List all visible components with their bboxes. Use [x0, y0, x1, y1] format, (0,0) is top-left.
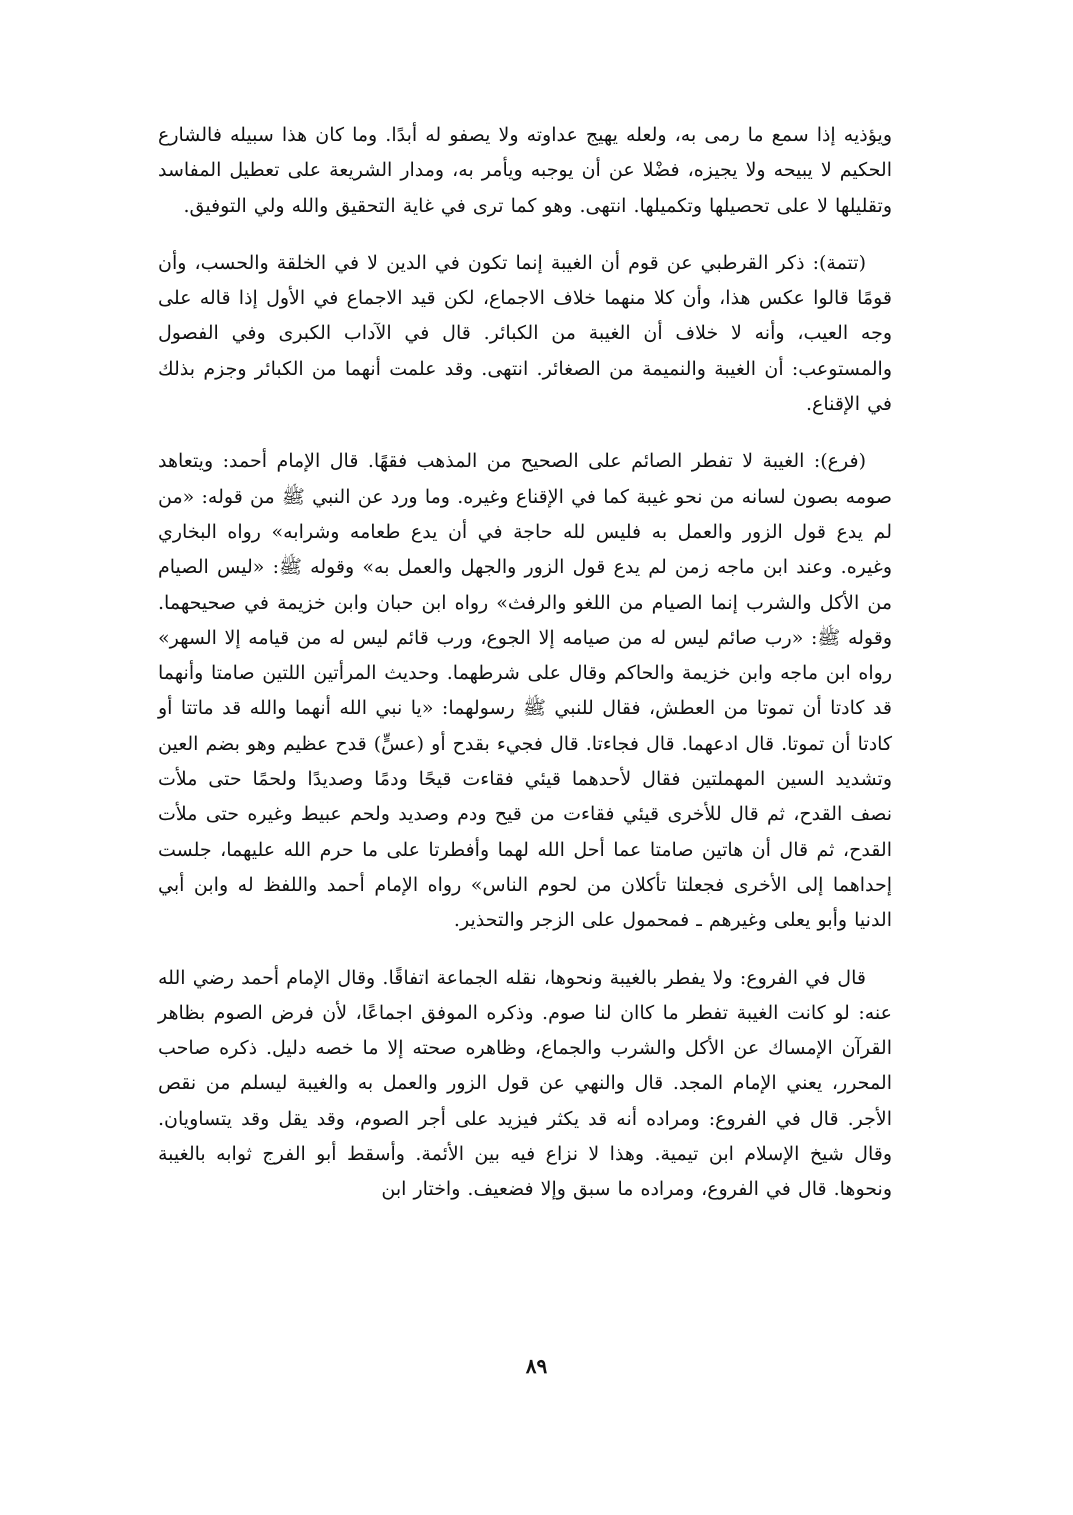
paragraph-3-far: (فرع): الغيبة لا تفطر الصائم على الصحيح من المذهب فقهًا. قال الإمام أحمد: ويتعاهد صومه بصون لسانه من نحو غيبة كما في الإقناع وغيره. وما ورد عن النبي ﷺ من قوله: «من لم يدع قول الزور والعمل به فليس لله حاجة في أن يدع طعامه وشرابه» رواه البخاري وغيره. وعند ابن ماجه زمن لم يدع قول الزور والجهل والعمل به» وقوله ﷺ: «ليس الصيام من الأكل والشرب إنما الصيام من اللغو والرفث» رواه ابن حبان وابن خزيمة في صحيحهما. وقوله ﷺ: «رب صائم ليس له من صيامه إلا الجوع، ورب قائم ليس له من قيامه إلا السهر» رواه ابن ماجه وابن خزيمة والحاكم وقال على شرطهما. وحديث المرأتين اللتين صامتا وأنهما قد كادتا أن تموتا من العطش، فقال للنبي ﷺ رسولهما: «يا نبي الله أنهما والله قد ماتتا أو كادتا أن تموتا. قال ادعهما. قال فجاءتا. قال فجيء بقدح أو (عسٍّ) قدح عظيم وهو بضم العين وتشديد السين المهملتين فقال لأحدهما قيئي فقاءت قيحًا ودمًا وصديدًا ولحمًا حتى ملأت نصف القدح، ثم قال للأخرى قيئي فقاءت من قيح ودم وصديد ولحم عبيط وغيره حتى ملأت القدح، ثم قال أن هاتين صامتا عما أحل الله لهما وأفطرتا على ما حرم الله عليهما، جلست إحداهما إلى الأخرى فجعلتا تأكلان من لحوم الناس» رواه الإمام أحمد واللفظ له وابن أبي الدنيا وأبو يعلى وغيرهم ـ فمحمول على الزجر والتحذير. [158, 450, 892, 932]
paragraph-1: ويؤذيه إذا سمع ما رمى به، ولعله يهيج عداوته ولا يصفو له أبدًا. وما كان هذا سبيله فالشارع الحكيم لا يبيحه ولا يجيزه، فضْلا عن أن يوجبه ويأمر به، ومدار الشريعة على تعطيل المفاسد وتقليلها لا على تحصيلها وتكميلها. انتهى. وهو كما ترى في غاية التحقيق والله ولي التوفيق. [158, 124, 892, 217]
page-number: ٨٩ [525, 1354, 548, 1378]
paragraph-2-tatimma: (تتمة): ذكر القرطبي عن قوم أن الغيبة إنما تكون في الدين لا في الخلقة والحسب، وأن قومًا قالوا عكس هذا، وأن كلا منهما خلاف الاجماع، لكن قيد الاجماع في الأول إذا قاله على وجه العيب، وأنه لا خلاف أن الغيبة من الكبائر. قال في الآداب الكبرى وفي الفصول والمستوعب: أن الغيبة والنميمة من الصغائر. انتهى. وقد علمت أنهما من الكبائر وجزم بذلك في الإقناع. [158, 251, 892, 416]
page-body [158, 118, 892, 1208]
paragraph-4-furu: قال في الفروع: ولا يفطر بالغيبة ونحوها، نقله الجماعة اتفاقًا. وقال الإمام أحمد رضي الله عنه: لو كانت الغيبة تفطر ما كاان لنا صوم. وذكره الموفق اجماعًا، لأن فرض الصوم بظاهر القرآن الإمساك عن الأكل والشرب والجماع، وظاهره صحته إلا ما خصه دليل. ذكره صاحب المحرر، يعني الإمام المجد. قال والنهي عن قول الزور والعمل به والغيبة ليسلم من نقص الأجر. قال في الفروع: ومراده أنه قد يكثر فيزيد على أجر الصوم، وقد يقل وقد يتساويان. وقال شيخ الإسلام ابن تيمية. وهذا لا نزاع فيه بين الأئمة. وأسقط أبو الفرج ثوابه بالغيبة ونحوها. قال في الفروع، ومراده ما سبق وإلا فضعيف. واختار ابن [158, 966, 892, 1201]
